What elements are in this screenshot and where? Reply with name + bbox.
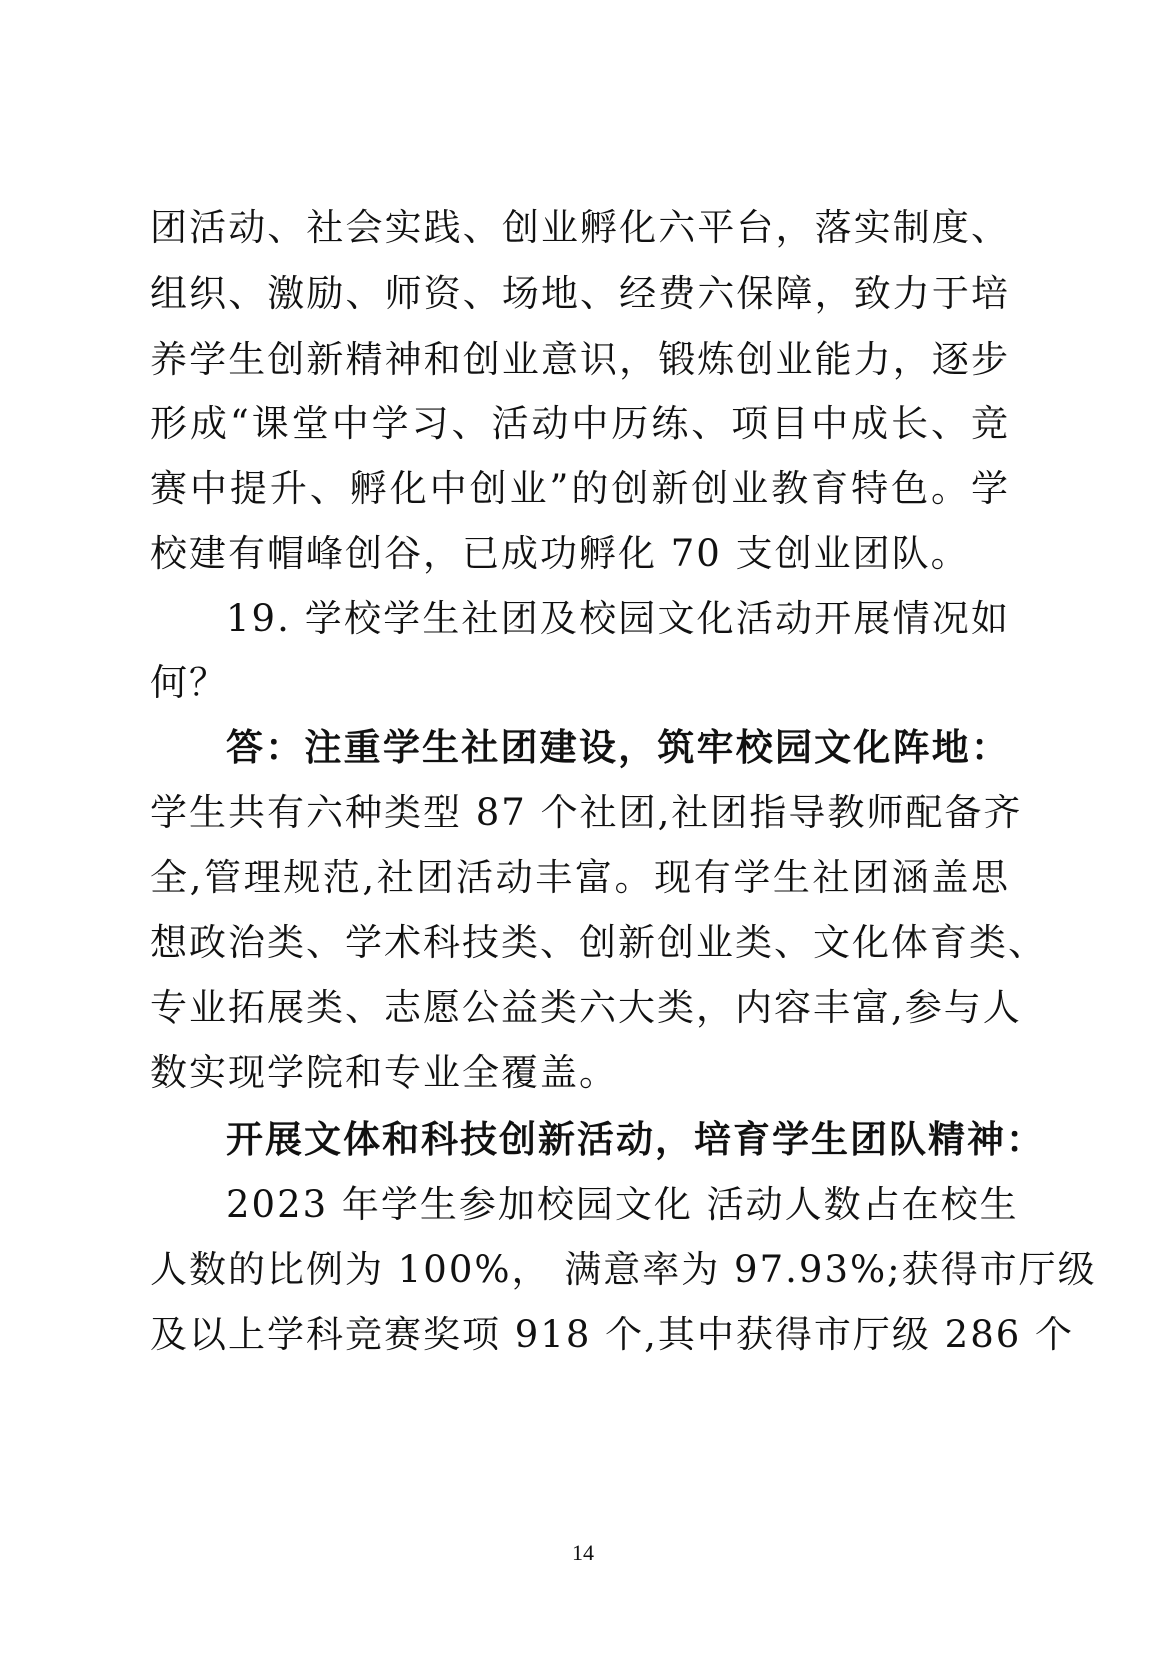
- text-line: 赛中提升、孵化中创业”的创新创业教育特色。学: [150, 467, 1010, 510]
- text-line: 全,管理规范,社团活动丰富。现有学生社团涵盖思: [150, 856, 1010, 899]
- text-line: 专业拓展类、志愿公益类六大类，内容丰富,参与人: [150, 986, 1022, 1029]
- answer-heading: 答：注重学生社团建设，筑牢校园文化阵地：: [226, 726, 1010, 769]
- text-line: 团活动、社会实践、创业孵化六平台，落实制度、: [150, 206, 1010, 249]
- question-line: 19. 学校学生社团及校园文化活动开展情况如: [226, 597, 1010, 640]
- text-line: 想政治类、学术科技类、创新创业类、文化体育类、: [150, 921, 1047, 964]
- text-line: 校建有帽峰创谷，已成功孵化 70 支创业团队。: [150, 532, 970, 575]
- page-number: 14: [572, 1540, 594, 1565]
- question-line: 何？: [150, 661, 228, 704]
- text-line: 2023 年学生参加校园文化 活动人数占在校生: [226, 1183, 1019, 1226]
- subheading-activities: 开展文体和科技创新活动，培育学生团队精神：: [226, 1118, 1045, 1161]
- text-line: 组织、激励、师资、场地、经费六保障，致力于培: [150, 272, 1010, 315]
- text-line: 人数的比例为 100%， 满意率为 97.93%;获得市厅级: [150, 1248, 1097, 1291]
- text-line: 学生共有六种类型 87 个社团,社团指导教师配备齐: [150, 791, 1023, 834]
- text-line: 数实现学院和专业全覆盖。: [150, 1051, 618, 1094]
- text-line: 形成“课堂中学习、活动中历练、项目中成长、竞: [150, 402, 1010, 445]
- text-line: 养学生创新精神和创业意识，锻炼创业能力，逐步: [150, 338, 1010, 381]
- text-line: 及以上学科竞赛奖项 918 个,其中获得市厅级 286 个: [150, 1313, 1075, 1356]
